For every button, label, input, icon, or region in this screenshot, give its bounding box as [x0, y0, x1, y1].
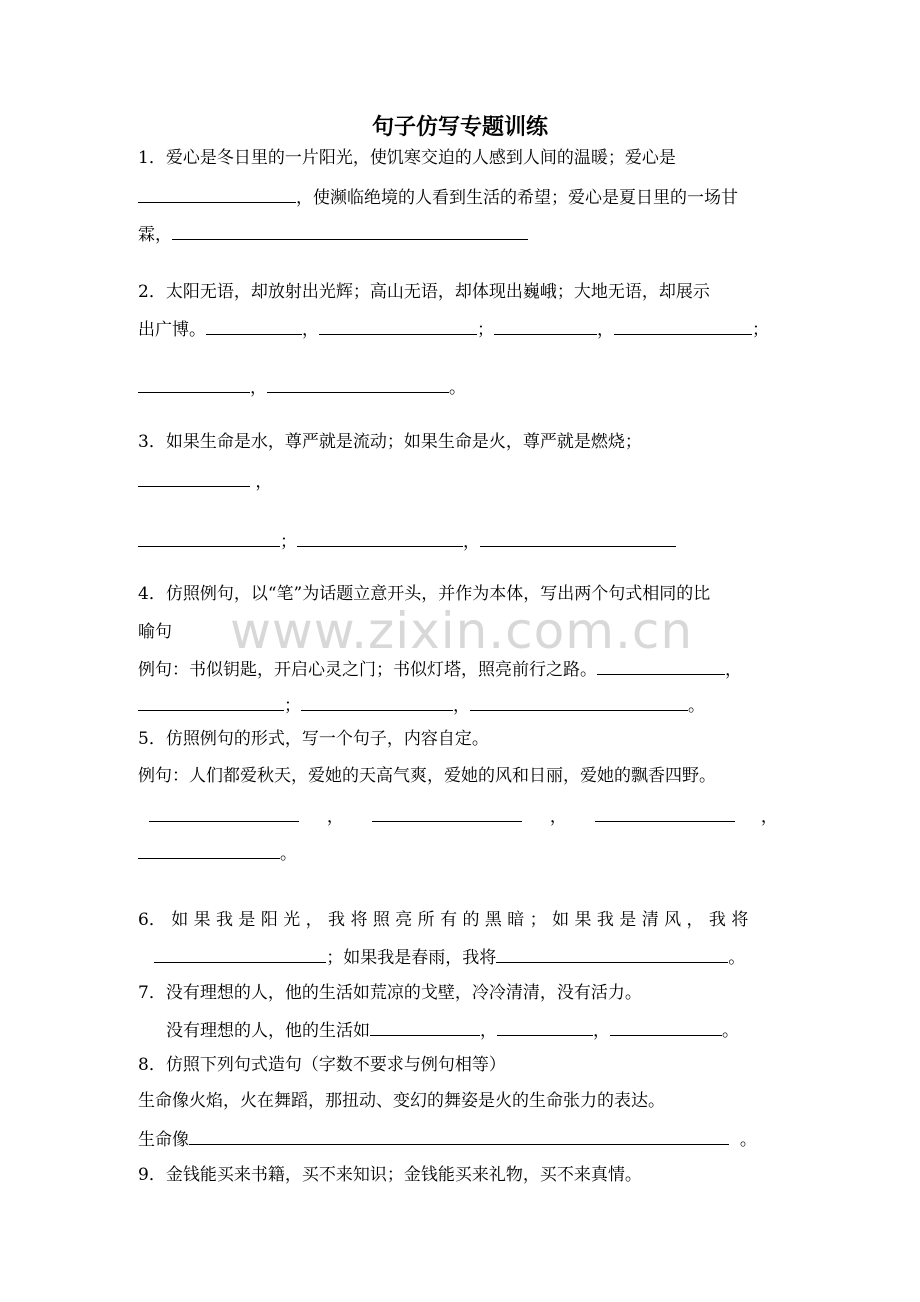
q7-line-1: 7．没有理想的人，他的生活如荒凉的戈壁，冷冷清清，没有活力。 [138, 983, 642, 1003]
q2-line-3 [138, 374, 466, 400]
q5-line-2: 例句：人们都爱秋天，爱她的天高气爽，爱她的风和日丽，爱她的飘香四野。 [138, 766, 716, 786]
q1-line-2 [138, 184, 738, 210]
q6-line-2 [138, 944, 745, 970]
answer-blank[interactable] [149, 803, 299, 822]
watermark: www.zixin.com.cn [230, 602, 694, 660]
answer-blank[interactable] [297, 528, 463, 547]
answer-blank[interactable] [597, 656, 725, 675]
punct: ， [725, 660, 742, 680]
q1-line-3 [138, 221, 528, 247]
q5-line-3 [138, 803, 778, 829]
punct: ； [280, 532, 297, 552]
q2-line-2 [138, 316, 769, 342]
punct: ， [593, 1021, 610, 1041]
q5-line-1: 5．仿照例句的形式，写一个句子，内容自定。 [138, 729, 489, 749]
punct: ； [284, 696, 301, 716]
q8-line-3-text: 生命像 [138, 1130, 189, 1150]
answer-blank[interactable] [610, 1017, 722, 1036]
punct: ； [752, 320, 769, 340]
q4-line-1: 4．仿照例句，以“笔”为话题立意开头，并作为本体，写出两个句式相同的比 [138, 584, 711, 604]
answer-blank[interactable] [595, 803, 735, 822]
answer-blank[interactable] [480, 528, 676, 547]
answer-blank[interactable] [138, 692, 284, 711]
punct: ， [549, 807, 567, 827]
punct: ， [760, 807, 778, 827]
q1-line-1: 1．爱心是冬日里的一片阳光，使饥寒交迫的人感到人间的温暖；爱心是 [138, 148, 676, 168]
answer-blank[interactable] [206, 316, 302, 335]
q4-example-text: 例句：书似钥匙，开启心灵之门；书似灯塔，照亮前行之路。 [138, 660, 597, 680]
q8-line-2: 生命像火焰，火在舞蹈，那扭动、变幻的舞姿是火的生命张力的表达。 [138, 1091, 665, 1111]
punct: ， [250, 378, 267, 398]
q5-line-4 [138, 840, 297, 866]
answer-blank[interactable] [497, 1017, 593, 1036]
punct: ， [453, 696, 470, 716]
q1-line-3-text: 霖， [138, 225, 172, 245]
punct: ， [463, 532, 480, 552]
punct: ， [302, 320, 319, 340]
q2-line-1: 2．太阳无语，却放射出光辉；高山无语，却体现出巍峨；大地无语，却展示 [138, 282, 710, 302]
punct: ， [597, 320, 614, 340]
answer-blank[interactable] [189, 1126, 729, 1145]
answer-blank[interactable] [614, 316, 752, 335]
q1-line-2-text: ，使濒临绝境的人看到生活的希望；爱心是夏日里的一场甘 [296, 188, 738, 208]
answer-blank[interactable] [172, 221, 528, 240]
punct: 。 [728, 948, 746, 968]
answer-blank[interactable] [138, 374, 250, 393]
q3-line-3 [138, 528, 676, 554]
page-title: 句子仿写专题训练 [371, 115, 548, 140]
answer-blank[interactable] [496, 944, 728, 963]
punct: 。 [280, 844, 297, 864]
q4-line-2: 喻句 [138, 622, 172, 642]
q4-line-3 [138, 656, 742, 682]
answer-blank[interactable] [138, 184, 296, 203]
punct: 。 [739, 1130, 757, 1150]
answer-blank[interactable] [470, 692, 688, 711]
answer-blank[interactable] [138, 468, 250, 487]
punct: 。 [722, 1021, 739, 1041]
punct: ， [480, 1021, 497, 1041]
answer-blank[interactable] [138, 528, 280, 547]
q8-line-1: 8．仿照下列句式造句（字数不要求与例句相等） [138, 1055, 506, 1075]
q4-line-4 [138, 692, 705, 718]
answer-blank[interactable] [370, 1017, 480, 1036]
q6-line-1: 6． 如 果 我 是 阳 光 ， 我 将 照 亮 所 有 的 黑 暗 ； 如 果 我 是 清 风 ， 我 将 [138, 910, 749, 930]
answer-blank[interactable] [319, 316, 477, 335]
punct: ， [326, 807, 344, 827]
answer-blank[interactable] [154, 944, 326, 963]
q6-line-2-text: ；如果我是春雨，我将 [326, 948, 497, 968]
answer-blank[interactable] [301, 692, 453, 711]
answer-blank[interactable] [372, 803, 522, 822]
answer-blank[interactable] [494, 316, 597, 335]
answer-blank[interactable] [138, 840, 280, 859]
punct: ； [477, 320, 494, 340]
q3-line-1: 3．如果生命是水，尊严就是流动；如果生命是火，尊严就是燃烧； [138, 432, 642, 452]
q7-line-2 [166, 1017, 739, 1043]
q7-line-2-text: 没有理想的人，他的生活如 [166, 1021, 370, 1041]
q3-line-2 [138, 468, 272, 494]
punct: 。 [449, 378, 466, 398]
q2-line-2-text: 出广博。 [138, 320, 206, 340]
q8-line-3 [138, 1126, 757, 1152]
punct: ， [255, 472, 273, 492]
answer-blank[interactable] [267, 374, 449, 393]
punct: 。 [688, 696, 705, 716]
q9-line-1: 9．金钱能买来书籍，买不来知识；金钱能买来礼物，买不来真情。 [138, 1165, 642, 1185]
